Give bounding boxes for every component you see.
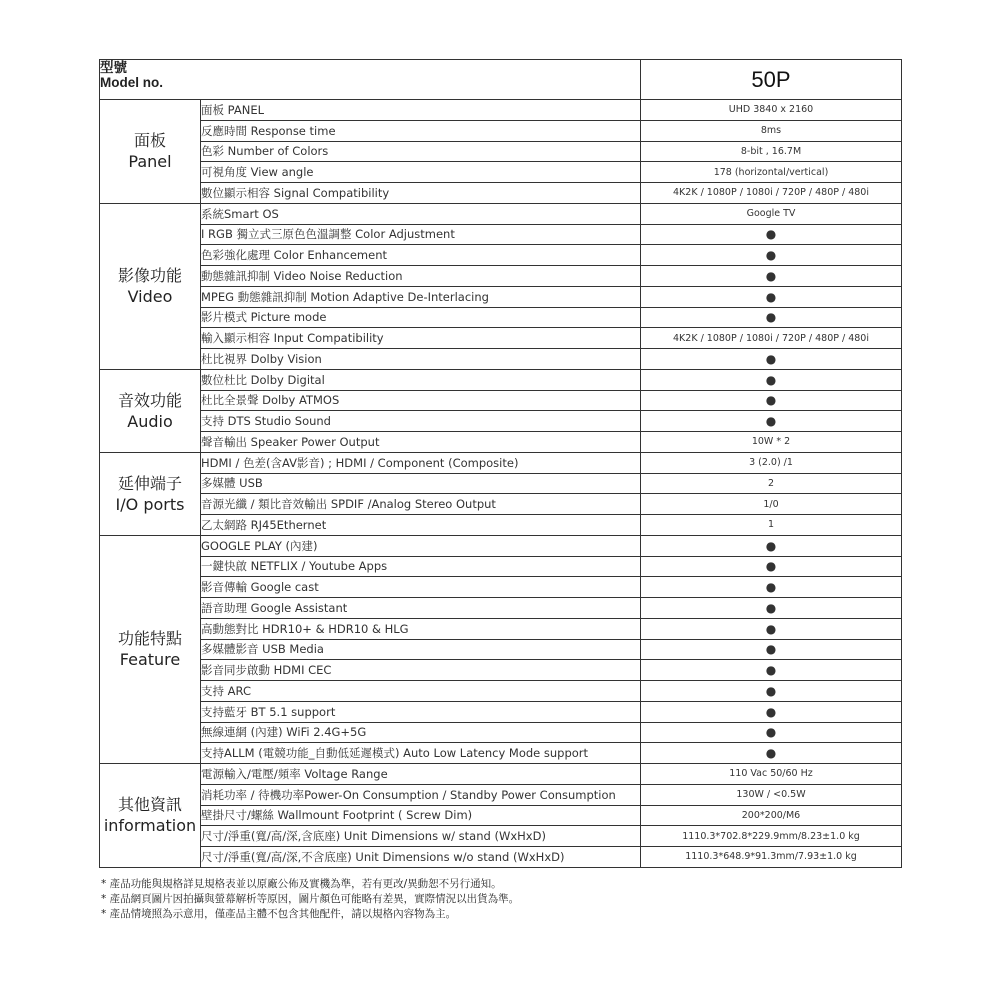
category-cell (100, 535, 201, 763)
spec-value: 8-bit , 16.7M (641, 141, 902, 162)
spec-row (100, 701, 902, 722)
spec-item-label: 輸入顯示相容 Input Compatibility (201, 328, 641, 349)
spec-value: 1110.3*648.9*91.3mm/7.93±1.0 kg (641, 847, 902, 868)
supported-dot-icon: ● (641, 681, 902, 702)
spec-row (100, 660, 902, 681)
spec-item-label: GOOGLE PLAY (內建) (201, 535, 641, 556)
spec-row (100, 847, 902, 868)
spec-item-label: 支持 ARC (201, 681, 641, 702)
spec-row (100, 784, 902, 805)
spec-row (100, 390, 902, 411)
spec-row (100, 369, 902, 390)
category-name-zh: 延伸端子 (117, 473, 182, 493)
spec-item-label: 杜比全景聲 Dolby ATMOS (201, 390, 641, 411)
spec-row (100, 515, 902, 536)
footnotes (101, 877, 519, 922)
spec-row (100, 618, 902, 639)
spec-item-label: 系統Smart OS (201, 203, 641, 224)
spec-row (100, 535, 902, 556)
spec-row (100, 764, 902, 785)
supported-dot-icon: ● (641, 307, 902, 328)
spec-row (100, 224, 902, 245)
spec-row (100, 598, 902, 619)
spec-value: 4K2K / 1080P / 1080i / 720P / 480P / 480i (641, 183, 902, 204)
category-name-en: information (103, 816, 197, 836)
supported-dot-icon: ● (641, 390, 902, 411)
spec-item-label: 電源輸入/電壓/頻率 Voltage Range (201, 764, 641, 785)
spec-row (100, 452, 902, 473)
model-value: 50P (641, 60, 902, 100)
spec-row (100, 266, 902, 287)
spec-value: 8ms (641, 120, 902, 141)
spec-row (100, 681, 902, 702)
spec-value: 2 (641, 473, 902, 494)
header-row (100, 60, 902, 100)
spec-value: 4K2K / 1080P / 1080i / 720P / 480P / 480i (641, 328, 902, 349)
model-label-zh: 型號 (100, 60, 127, 75)
spec-row (100, 556, 902, 577)
spec-table (99, 59, 902, 868)
spec-item-label: 數位顯示相容 Signal Compatibility (201, 183, 641, 204)
spec-row (100, 805, 902, 826)
spec-item-label: 反應時間 Response time (201, 120, 641, 141)
spec-value: 130W / <0.5W (641, 784, 902, 805)
spec-row (100, 432, 902, 453)
spec-value: Google TV (641, 203, 902, 224)
supported-dot-icon: ● (641, 349, 902, 370)
supported-dot-icon: ● (641, 535, 902, 556)
category-cell (100, 203, 201, 369)
category-name-en: I/O ports (115, 494, 185, 514)
spec-row (100, 328, 902, 349)
spec-row (100, 141, 902, 162)
supported-dot-icon: ● (641, 598, 902, 619)
spec-item-label: 聲音輸出 Speaker Power Output (201, 432, 641, 453)
spec-item-label: 尺寸/淨重(寬/高/深,不含底座) Unit Dimensions w/o stand (WxHxD) (201, 847, 641, 868)
spec-row (100, 639, 902, 660)
spec-item-label: 可視角度 View angle (201, 162, 641, 183)
spec-item-label: 一鍵快啟 NETFLIX / Youtube Apps (201, 556, 641, 577)
spec-row (100, 577, 902, 598)
category-name-zh: 其他資訊 (117, 795, 182, 815)
category-name-zh: 影像功能 (117, 266, 182, 286)
spec-item-label: 影音傳輸 Google cast (201, 577, 641, 598)
supported-dot-icon: ● (641, 722, 902, 743)
category-cell (100, 452, 201, 535)
spec-value: 1/0 (641, 494, 902, 515)
footnote: * 產品情境照為示意用，僅產品主體不包含其他配件，請以規格內容物為主。 (101, 908, 457, 920)
spec-item-label: 數位杜比 Dolby Digital (201, 369, 641, 390)
category-name-en: Video (127, 287, 173, 307)
spec-row (100, 743, 902, 764)
spec-item-label: 面板 PANEL (201, 100, 641, 121)
supported-dot-icon: ● (641, 369, 902, 390)
category-cell (100, 764, 201, 868)
spec-value: 3 (2.0) /1 (641, 452, 902, 473)
category-name-zh: 面板 (133, 131, 166, 151)
spec-item-label: 影音同步啟動 HDMI CEC (201, 660, 641, 681)
spec-row (100, 494, 902, 515)
spec-row (100, 120, 902, 141)
spec-value: 1110.3*702.8*229.9mm/8.23±1.0 kg (641, 826, 902, 847)
spec-item-label: 多媒體 USB (201, 473, 641, 494)
spec-item-label: 音源光纖 / 類比音效輸出 SPDIF /Analog Stereo Output (201, 494, 641, 515)
category-name-en: Panel (128, 152, 172, 172)
supported-dot-icon: ● (641, 266, 902, 287)
spec-item-label: 尺寸/淨重(寬/高/深,含底座) Unit Dimensions w/ stand (WxHxD) (201, 826, 641, 847)
model-label-cell (100, 60, 641, 100)
spec-value: 10W * 2 (641, 432, 902, 453)
spec-item-label: 支持 DTS Studio Sound (201, 411, 641, 432)
category-name-en: Audio (127, 411, 173, 431)
supported-dot-icon: ● (641, 245, 902, 266)
spec-item-label: 支持藍牙 BT 5.1 support (201, 701, 641, 722)
spec-item-label: 多媒體影音 USB Media (201, 639, 641, 660)
spec-value: 1 (641, 515, 902, 536)
spec-row (100, 100, 902, 121)
supported-dot-icon: ● (641, 411, 902, 432)
model-label-en: Model no. (100, 75, 163, 90)
category-name-zh: 音效功能 (117, 390, 182, 410)
category-cell (100, 100, 201, 204)
supported-dot-icon: ● (641, 701, 902, 722)
spec-row (100, 826, 902, 847)
spec-item-label: MPEG 動態雜訊抑制 Motion Adaptive De-Interlacing (201, 286, 641, 307)
spec-item-label: 影片模式 Picture mode (201, 307, 641, 328)
spec-row (100, 473, 902, 494)
category-name-zh: 功能特點 (117, 629, 182, 649)
spec-value: 178 (horizontal/vertical) (641, 162, 902, 183)
spec-item-label: 色彩 Number of Colors (201, 141, 641, 162)
spec-value: 110 Vac 50/60 Hz (641, 764, 902, 785)
spec-row (100, 286, 902, 307)
spec-row (100, 245, 902, 266)
spec-row (100, 307, 902, 328)
supported-dot-icon: ● (641, 743, 902, 764)
spec-item-label: 壁掛尺寸/螺絲 Wallmount Footprint ( Screw Dim) (201, 805, 641, 826)
supported-dot-icon: ● (641, 639, 902, 660)
supported-dot-icon: ● (641, 556, 902, 577)
spec-value: 200*200/M6 (641, 805, 902, 826)
supported-dot-icon: ● (641, 660, 902, 681)
spec-value: UHD 3840 x 2160 (641, 100, 902, 121)
spec-row (100, 722, 902, 743)
spec-item-label: 色彩強化處理 Color Enhancement (201, 245, 641, 266)
spec-row (100, 411, 902, 432)
supported-dot-icon: ● (641, 577, 902, 598)
spec-item-label: 乙太網路 RJ45Ethernet (201, 515, 641, 536)
supported-dot-icon: ● (641, 286, 902, 307)
footnote: * 產品功能與規格詳見規格表並以原廠公佈及實機為準，若有更改/異動恕不另行通知。 (101, 878, 502, 890)
footnote: * 產品網頁圖片因拍攝與螢幕解析等原因，圖片顏色可能略有差異，實際情況以出貨為準。 (101, 893, 520, 905)
spec-item-label: I RGB 獨立式三原色色溫調整 Color Adjustment (201, 224, 641, 245)
spec-row (100, 183, 902, 204)
category-name-en: Feature (119, 650, 181, 670)
spec-item-label: HDMI / 色差(含AV影音) ; HDMI / Component (Composite) (201, 452, 641, 473)
spec-row (100, 203, 902, 224)
category-cell (100, 369, 201, 452)
spec-row (100, 349, 902, 370)
spec-item-label: 高動態對比 HDR10+ & HDR10 & HLG (201, 618, 641, 639)
supported-dot-icon: ● (641, 224, 902, 245)
spec-item-label: 無線連網 (內建) WiFi 2.4G+5G (201, 722, 641, 743)
spec-item-label: 語音助理 Google Assistant (201, 598, 641, 619)
spec-item-label: 杜比視界 Dolby Vision (201, 349, 641, 370)
spec-row (100, 162, 902, 183)
spec-item-label: 支持ALLM (電競功能_自動低延遲模式) Auto Low Latency Mode support (201, 743, 641, 764)
spec-item-label: 動態雜訊抑制 Video Noise Reduction (201, 266, 641, 287)
supported-dot-icon: ● (641, 618, 902, 639)
spec-item-label: 消耗功率 / 待機功率Power-On Consumption / Standby Power Consumption (201, 784, 641, 805)
